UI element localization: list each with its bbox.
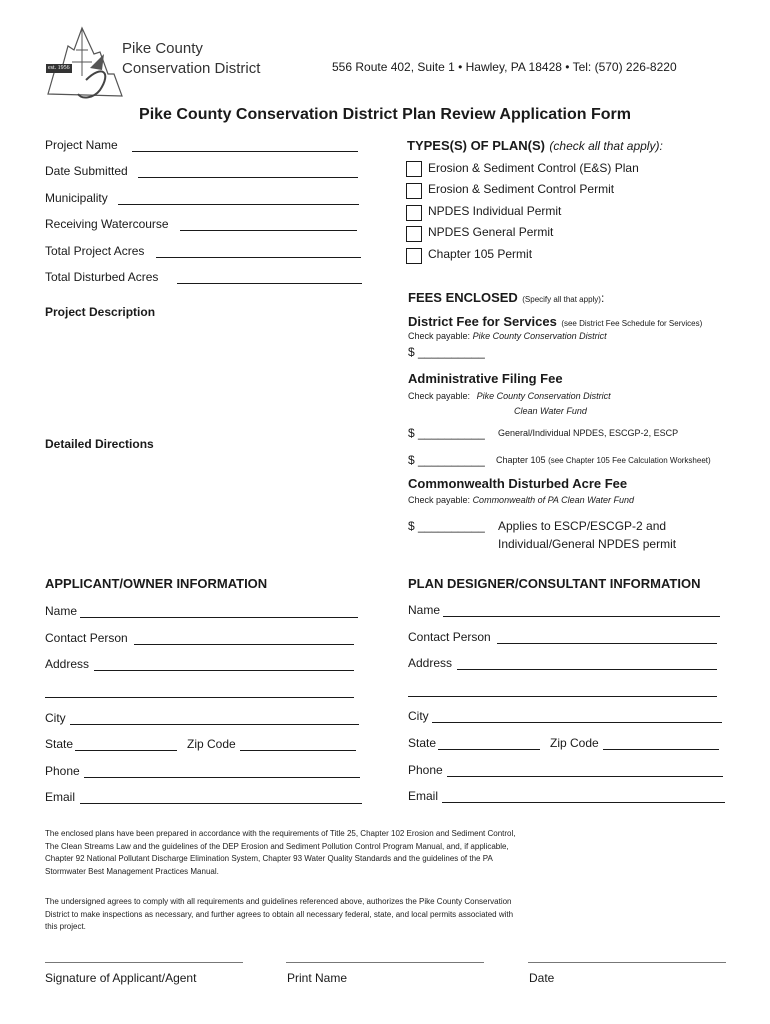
applicant-zip-label: Zip Code — [187, 737, 236, 751]
district-fee-heading: District Fee for Services (see District Fee Schedule for Services) — [408, 314, 703, 329]
header-address: 556 Route 402, Suite 1 • Hawley, PA 18428 • Tel: (570) 226-8220 — [332, 60, 677, 74]
designer-state-field[interactable] — [438, 749, 540, 750]
date-label: Date — [529, 971, 555, 985]
admin-fee-payable-line2: Clean Water Fund — [514, 406, 587, 416]
date-line[interactable] — [528, 962, 726, 963]
admin-fee-amount-npdes[interactable]: $ __________ — [408, 426, 485, 440]
designer-city-field[interactable] — [432, 722, 722, 723]
designer-phone-label: Phone — [408, 763, 443, 777]
designer-email-label: Email — [408, 789, 439, 803]
admin-fee-heading: Administrative Filing Fee — [408, 371, 563, 386]
designer-zip-label: Zip Code — [550, 736, 599, 750]
designer-phone-field[interactable] — [447, 776, 723, 777]
signature-line[interactable] — [45, 962, 243, 963]
designer-name-field[interactable] — [443, 616, 720, 617]
plan-type-npdes-general-checkbox[interactable] — [406, 226, 422, 242]
date-submitted-field[interactable] — [138, 177, 358, 178]
applicant-state-field[interactable] — [75, 750, 177, 751]
applicant-name-field[interactable] — [80, 617, 358, 618]
designer-contact-field[interactable] — [497, 643, 717, 644]
cda-fee-desc-line2: Individual/General NPDES permit — [498, 537, 677, 551]
district-fee-amount[interactable]: $ __________ — [408, 345, 485, 359]
print-name-label: Print Name — [287, 971, 348, 985]
plan-type-npdes-individual-label: NPDES Individual Permit — [428, 204, 562, 218]
admin-fee-desc-npdes: General/Individual NPDES, ESCGP-2, ESCP — [498, 428, 679, 438]
applicant-contact-field[interactable] — [134, 644, 354, 645]
designer-address-field-line2[interactable] — [408, 696, 717, 697]
agreement-statement: The undersigned agrees to comply with all requirements and guidelines referenced above, authorizes the Pike County Conservation District to make inspections as necessary, and further agrees to obtain all necessary federal, state, and local permits associated with this project. — [45, 897, 514, 931]
designer-heading: PLAN DESIGNER/CONSULTANT INFORMATION — [408, 576, 701, 591]
plan-type-es-plan-label: Erosion & Sediment Control (E&S) Plan — [428, 161, 639, 175]
admin-fee-payable: Check payable: Pike County Conservation District — [408, 391, 611, 401]
applicant-heading: APPLICANT/OWNER INFORMATION — [45, 576, 268, 591]
applicant-city-field[interactable] — [70, 724, 359, 725]
logo-name-line1: Pike County — [122, 40, 203, 57]
cda-fee-amount[interactable]: $ __________ — [408, 519, 485, 533]
total-disturbed-acres-label: Total Disturbed Acres — [45, 270, 159, 284]
plan-type-npdes-individual-checkbox[interactable] — [406, 205, 422, 221]
date-submitted-label: Date Submitted — [45, 164, 128, 178]
total-disturbed-acres-field[interactable] — [177, 283, 362, 284]
applicant-city-label: City — [45, 711, 66, 725]
plan-type-es-permit-checkbox[interactable] — [406, 183, 422, 199]
logo — [42, 24, 282, 104]
logo-est: est. 1956 — [48, 65, 70, 71]
cda-fee-payable: Check payable: Commonwealth of PA Clean Water Fund — [408, 495, 634, 505]
admin-fee-amount-ch105[interactable]: $ __________ — [408, 453, 485, 467]
compliance-statement: The enclosed plans have been prepared in accordance with the requirements of Title 25, Chapter 102 Erosion and Sediment Control, The Clean Streams Law and the guidelines of the DEP Erosion and Sediment Pollution Control Program Manual, and, if applicable, Chapter 92 National Pollutant Discharge Elimination System, Chapter 93 Water Quality Standards and the guidelines of the PA Stormwater Best Management Practices Manual. — [45, 829, 516, 876]
project-description-label: Project Description — [45, 305, 156, 319]
plan-type-chapter-105-checkbox[interactable] — [406, 248, 422, 264]
logo-name-line2: Conservation District — [122, 60, 261, 77]
project-name-field[interactable] — [132, 151, 358, 152]
fees-heading: FEES ENCLOSED (Specify all that apply): — [408, 290, 605, 305]
designer-name-label: Name — [408, 603, 441, 617]
conservation-district-logo-mark — [42, 24, 132, 104]
designer-address-label: Address — [408, 656, 453, 670]
cda-fee-heading: Commonwealth Disturbed Acre Fee — [408, 476, 628, 491]
plan-type-es-plan-checkbox[interactable] — [406, 161, 422, 177]
plan-type-es-permit-label: Erosion & Sediment Control Permit — [428, 182, 615, 196]
detailed-directions-label: Detailed Directions — [45, 437, 154, 451]
district-fee-payable: Check payable: Pike County Conservation District — [408, 331, 607, 341]
applicant-phone-label: Phone — [45, 764, 80, 778]
applicant-contact-label: Contact Person — [45, 631, 128, 645]
admin-fee-desc-ch105: Chapter 105 (see Chapter 105 Fee Calculation Worksheet) — [496, 455, 711, 465]
total-project-acres-label: Total Project Acres — [45, 244, 145, 258]
plan-type-chapter-105-label: Chapter 105 Permit — [428, 247, 533, 261]
applicant-address-field-line2[interactable] — [45, 697, 354, 698]
municipality-label: Municipality — [45, 191, 108, 205]
signature-label: Signature of Applicant/Agent — [45, 971, 197, 985]
applicant-address-field[interactable] — [94, 670, 354, 671]
print-name-line[interactable] — [286, 962, 484, 963]
designer-contact-label: Contact Person — [408, 630, 491, 644]
receiving-watercourse-label: Receiving Watercourse — [45, 217, 169, 231]
applicant-zip-field[interactable] — [240, 750, 356, 751]
applicant-state-label: State — [45, 737, 74, 751]
page-title: Pike County Conservation District Plan Review Application Form — [139, 106, 631, 123]
designer-email-field[interactable] — [442, 802, 725, 803]
receiving-watercourse-field[interactable] — [180, 230, 357, 231]
designer-zip-field[interactable] — [603, 749, 719, 750]
project-name-label: Project Name — [45, 138, 118, 152]
cda-fee-desc-line1: Applies to ESCP/ESCGP-2 and — [498, 519, 667, 533]
plan-types-heading: TYPES(S) OF PLAN(S) (check all that apply): — [407, 138, 663, 153]
designer-state-label: State — [408, 736, 437, 750]
total-project-acres-field[interactable] — [156, 257, 361, 258]
designer-city-label: City — [408, 709, 429, 723]
applicant-address-label: Address — [45, 657, 90, 671]
applicant-email-label: Email — [45, 790, 76, 804]
municipality-field[interactable] — [118, 204, 359, 205]
applicant-phone-field[interactable] — [84, 777, 360, 778]
plan-type-npdes-general-label: NPDES General Permit — [428, 225, 554, 239]
designer-address-field[interactable] — [457, 669, 717, 670]
applicant-name-label: Name — [45, 604, 78, 618]
applicant-email-field[interactable] — [80, 803, 362, 804]
